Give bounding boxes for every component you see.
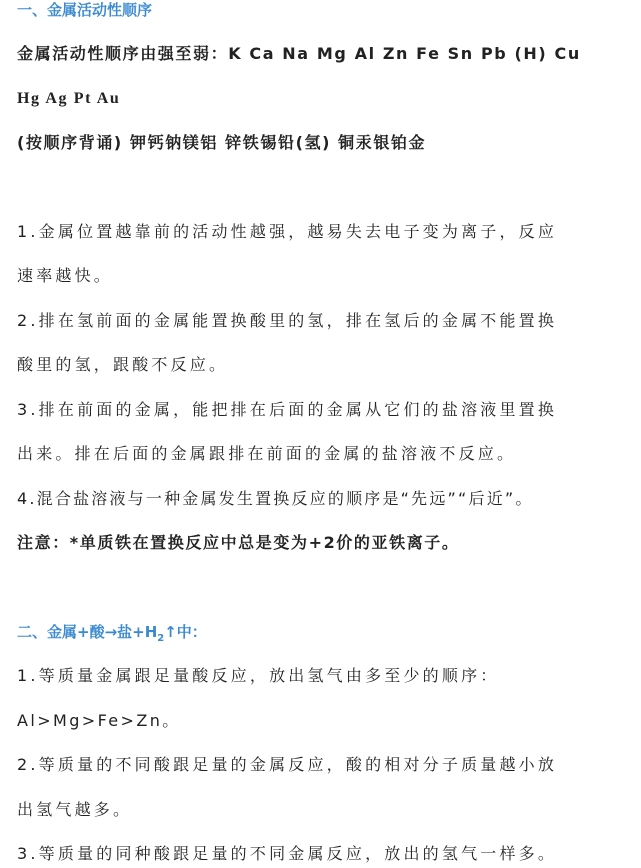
- rule-2-line-2: 酸里的氢，跟酸不反应。: [17, 355, 229, 374]
- item-1-line-2: Al>Mg>Fe>Zn。: [17, 711, 181, 730]
- rule-1-line-1: 1.金属位置越靠前的活动性越强，越易失去电子变为离子，反应: [17, 222, 558, 241]
- item-3-line-1: 3.等质量的同种酸跟足量的不同金属反应，放出的氢气一样多。: [17, 844, 558, 863]
- rule-3-line-1: 3.排在前面的金属，能把排在后面的金属从它们的盐溶液里置换: [17, 400, 558, 419]
- item-2-line-1: 2.等质量的不同酸跟足量的金属反应，酸的相对分子质量越小放: [17, 755, 558, 774]
- item-1-line-1: 1.等质量金属跟足量酸反应，放出氢气由多至少的顺序：: [17, 666, 500, 685]
- heading-subscript: 2: [157, 633, 165, 644]
- rule-1-line-2: 速率越快。: [17, 266, 114, 285]
- section-heading-activity-series: 一、金属活动性顺序: [17, 1, 153, 19]
- heading-text-prefix: 二、金属+酸→盐+H: [17, 623, 158, 641]
- rule-3-line-2: 出来。排在后面的金属跟排在前面的金属的盐溶液不反应。: [17, 444, 517, 463]
- item-2-line-2: 出氢气越多。: [17, 800, 133, 819]
- note-line: 注意：*单质铁在置换反应中总是变为+2价的亚铁离子。: [17, 533, 460, 552]
- rule-4-line: 4.混合盐溶液与一种金属发生置换反应的顺序是“先远”“后近”。: [17, 489, 534, 508]
- activity-series-line-1: 金属活动性顺序由强至弱：K Ca Na Mg Al Zn Fe Sn Pb (H) Cu: [17, 44, 581, 63]
- heading-text-suffix: ↑中：: [164, 623, 207, 641]
- rule-2-line-1: 2.排在氢前面的金属能置换酸里的氢，排在氢后的金属不能置换: [17, 311, 558, 330]
- activity-series-line-2: Hg Ag Pt Au: [17, 90, 121, 107]
- section-heading-metal-acid: [17, 622, 207, 649]
- mnemonic-line: (按顺序背诵) 钾钙钠镁铝 锌铁锡铅(氢) 铜汞银铂金: [17, 133, 427, 152]
